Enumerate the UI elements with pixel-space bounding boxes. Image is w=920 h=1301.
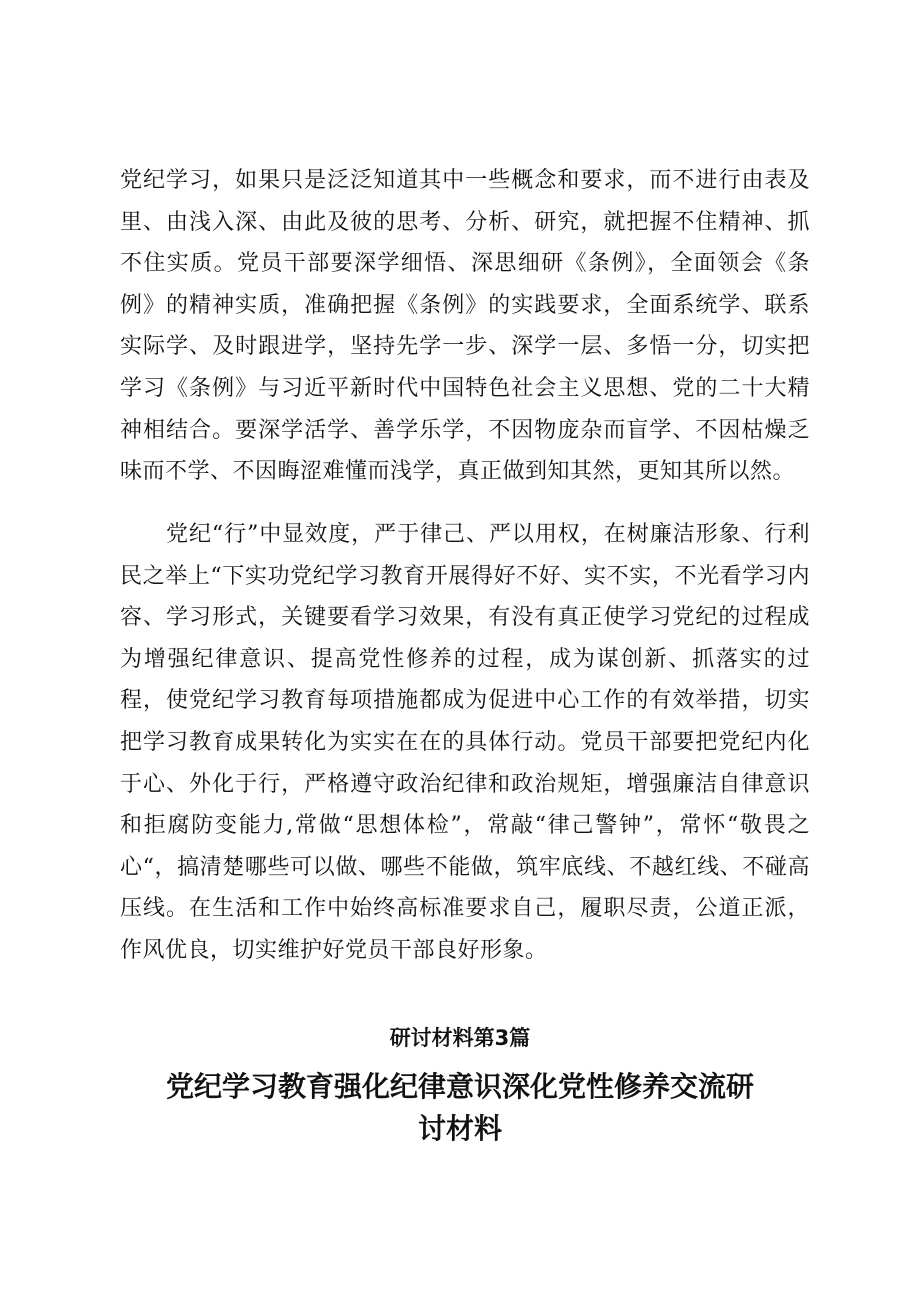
section-label: 研讨材料第3篇 [389,1026,531,1050]
body-paragraph-1: 党纪学习，如果只是泛泛知道其中一些概念和要求，而不进行由表及里、由浅入深、由此及彼的思考、分析、研究，就把握不住精神、抓不住实质。党员干部要深学细悟、深思细研《条例》，全面领会《条例》的精神实质，准确把握《条例》的实践要求，全面系统学、联系实际学、及时跟进学，坚持先学一步、深学一层、多悟一分，切实把学习《条例》与习近平新时代中国特色社会主义思想、党的二十大精神相结合。要深学活学、善学乐学，不因物庞杂而盲学、不因枯燥乏味而不学、不因晦涩难懂而浅学，真正做到知其然，更知其所以然。 [120,168,810,485]
document-title: 党纪学习教育强化纪律意识深化党性修养交流研讨材料 [165,1070,754,1145]
body-paragraph-2: 党纪“行”中显效度，严于律己、严以用权，在树廉洁形象、行利民之举上“下实功党纪学习教育开展得好不好、实不实，不光看学习内容、学习形式，关键要看学习效果，有没有真正使学习党纪的过程成为增强纪律意识、提高党性修养的过程，成为谋创新、抓落实的过程，使党纪学习教育每项措施都成为促进中心工作的有效举措，切实把学习教育成果转化为实实在在的具体行动。党员干部要把党纪内化于心、外化于行，严格遵守政治纪律和政治规矩，增强廉洁自律意识和拒腐防变能力,常做“思想体检”，常敲“律己警钟”，常怀“敬畏之心“，搞清楚哪些可以做、哪些不能做，筑牢底线、不越红线、不碰高压线。在生活和工作中始终高标准要求自己，履职尽责，公道正派，作风优良，切实维护好党员干部良好形象。 [120,522,810,963]
